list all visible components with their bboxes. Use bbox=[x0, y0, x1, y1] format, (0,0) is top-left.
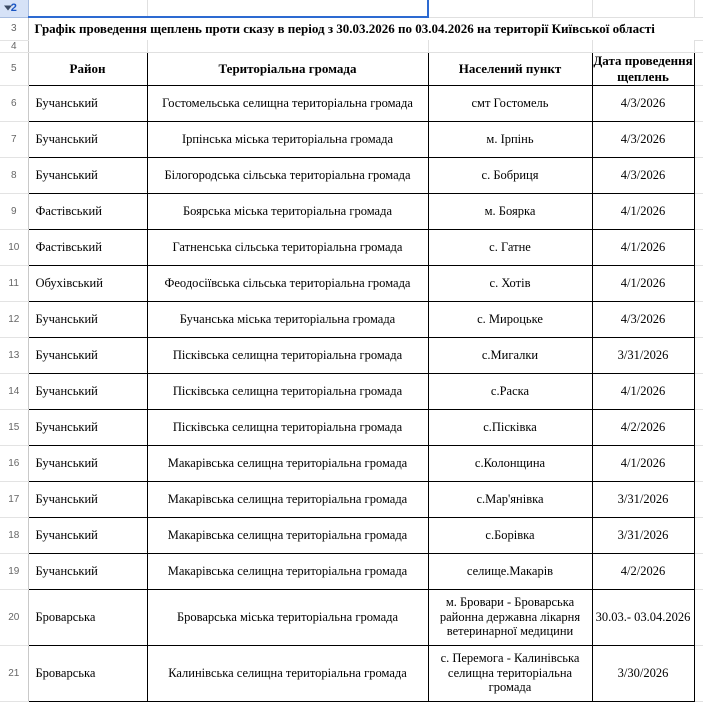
cell-f21[interactable] bbox=[694, 645, 703, 701]
cell-hromada[interactable]: Гатненська сільська територіальна громада bbox=[147, 229, 428, 265]
cell-settlement[interactable]: м. Бровари - Броварська районна державна лікарня ветеринарної медицини bbox=[428, 589, 592, 645]
sheet-row-3[interactable] bbox=[0, 17, 703, 40]
row-number-label: 21 bbox=[8, 667, 20, 679]
row-number-label: 7 bbox=[10, 133, 17, 145]
table-row[interactable] bbox=[0, 589, 703, 645]
row-header-16[interactable] bbox=[0, 445, 28, 481]
cell-district[interactable]: Бучанський bbox=[28, 301, 147, 337]
row-number-label: 5 bbox=[10, 63, 17, 74]
table-row[interactable] bbox=[0, 85, 703, 121]
cell-settlement[interactable]: с.Пісківка bbox=[428, 409, 592, 445]
cell-hromada[interactable]: Гостомельська селищна територіальна громада bbox=[147, 85, 428, 121]
cell-settlement[interactable]: смт Гостомель bbox=[428, 85, 592, 121]
cell-settlement[interactable]: селище.Макарів bbox=[428, 553, 592, 589]
column-header-settlement: Населений пункт bbox=[428, 52, 592, 85]
cell-date[interactable]: 4/2/2026 bbox=[592, 553, 694, 589]
table-row[interactable] bbox=[0, 445, 703, 481]
cell-f11[interactable] bbox=[694, 265, 703, 301]
cell-f6[interactable] bbox=[694, 85, 703, 121]
row-number-label: 15 bbox=[8, 421, 20, 433]
row-header-14[interactable] bbox=[0, 373, 28, 409]
cell-hromada[interactable]: Ірпінська міська територіальна громада bbox=[147, 121, 428, 157]
row-header-9[interactable] bbox=[0, 193, 28, 229]
row-header-21[interactable] bbox=[0, 645, 28, 701]
cell-settlement[interactable]: с.Мар'янівка bbox=[428, 481, 592, 517]
cell-district[interactable]: Бучанський bbox=[28, 409, 147, 445]
cell-f16[interactable] bbox=[694, 445, 703, 481]
cell-f8[interactable] bbox=[694, 157, 703, 193]
cell-date[interactable]: 3/31/2026 bbox=[592, 481, 694, 517]
cell-date[interactable]: 4/3/2026 bbox=[592, 301, 694, 337]
cell-hromada[interactable]: Пісківська селищна територіальна громада bbox=[147, 409, 428, 445]
cell-hromada[interactable]: Бучанська міська територіальна громада bbox=[147, 301, 428, 337]
cell-f2[interactable] bbox=[694, 0, 703, 17]
row-header-11[interactable] bbox=[0, 265, 28, 301]
row-header-7[interactable] bbox=[0, 121, 28, 157]
cell-f12[interactable] bbox=[694, 301, 703, 337]
row-number-label: 9 bbox=[10, 205, 17, 217]
cell-date[interactable]: 4/3/2026 bbox=[592, 85, 694, 121]
cell-settlement[interactable]: м. Ірпінь bbox=[428, 121, 592, 157]
cell-date[interactable]: 3/31/2026 bbox=[592, 517, 694, 553]
cell-district[interactable]: Бучанський bbox=[28, 337, 147, 373]
row-header-10[interactable] bbox=[0, 229, 28, 265]
cell-district[interactable]: Фастівський bbox=[28, 229, 147, 265]
row-header-3[interactable] bbox=[0, 17, 28, 40]
cell-f14[interactable] bbox=[694, 373, 703, 409]
table-row[interactable] bbox=[0, 229, 703, 265]
cell-hromada[interactable]: Пісківська селищна територіальна громада bbox=[147, 337, 428, 373]
table-row[interactable] bbox=[0, 265, 703, 301]
cell-d2[interactable] bbox=[428, 0, 592, 17]
table-row[interactable] bbox=[0, 409, 703, 445]
cell-settlement[interactable]: с. Бобриця bbox=[428, 157, 592, 193]
row-header-20[interactable] bbox=[0, 589, 28, 645]
cell-date[interactable]: 4/2/2026 bbox=[592, 409, 694, 445]
row-number-label: 6 bbox=[10, 97, 17, 109]
row-header-5[interactable] bbox=[0, 52, 28, 85]
cell-district[interactable]: Броварська bbox=[28, 645, 147, 701]
cell-f5[interactable] bbox=[694, 52, 703, 85]
cell-b4[interactable] bbox=[28, 40, 147, 52]
cell-date[interactable]: 4/1/2026 bbox=[592, 193, 694, 229]
row-number-label: 20 bbox=[8, 611, 20, 623]
cell-date[interactable]: 4/1/2026 bbox=[592, 373, 694, 409]
cell-settlement[interactable]: с.Мигалки bbox=[428, 337, 592, 373]
cell-hromada[interactable]: Калинівська селищна територіальна громада bbox=[147, 645, 428, 701]
cell-settlement[interactable]: с.Колонщина bbox=[428, 445, 592, 481]
table-row[interactable] bbox=[0, 645, 703, 701]
cell-e2[interactable] bbox=[592, 0, 694, 17]
cell-settlement[interactable]: с. Мироцьке bbox=[428, 301, 592, 337]
cell-district[interactable]: Бучанський bbox=[28, 157, 147, 193]
sheet-row-5[interactable] bbox=[0, 52, 703, 85]
column-header-hromada: Територіальна громада bbox=[147, 52, 428, 85]
cell-district[interactable]: Бучанський bbox=[28, 445, 147, 481]
cell-hromada[interactable]: Пісківська селищна територіальна громада bbox=[147, 373, 428, 409]
cell-district[interactable]: Бучанський bbox=[28, 121, 147, 157]
sheet-row-4[interactable] bbox=[0, 40, 703, 52]
table-row[interactable] bbox=[0, 193, 703, 229]
cell-date[interactable]: 4/1/2026 bbox=[592, 445, 694, 481]
row-header-2[interactable] bbox=[0, 0, 28, 17]
cell-date[interactable]: 3/30/2026 bbox=[592, 645, 694, 701]
cell-f19[interactable] bbox=[694, 553, 703, 589]
cell-f9[interactable] bbox=[694, 193, 703, 229]
row-number-label: 13 bbox=[8, 349, 20, 361]
row-number-label: 14 bbox=[8, 385, 20, 397]
row-header-19[interactable] bbox=[0, 553, 28, 589]
row-number-label: 3 bbox=[10, 23, 17, 34]
table-row[interactable] bbox=[0, 481, 703, 517]
row-header-8[interactable] bbox=[0, 157, 28, 193]
cell-district[interactable]: Обухівський bbox=[28, 265, 147, 301]
row-number-label: 10 bbox=[8, 241, 20, 253]
row-number-label: 4 bbox=[10, 40, 17, 52]
cell-settlement[interactable]: с. Перемога - Калинівська селищна територіальна громада bbox=[428, 645, 592, 701]
report-title: Графік проведення щеплень проти сказу в період з 30.03.2026 по 03.04.2026 на території Київської області bbox=[28, 17, 694, 40]
row-header-13[interactable] bbox=[0, 337, 28, 373]
table-row[interactable] bbox=[0, 553, 703, 589]
table-row[interactable] bbox=[0, 157, 703, 193]
cell-settlement[interactable]: с.Раска bbox=[428, 373, 592, 409]
cell-date[interactable]: 3/31/2026 bbox=[592, 337, 694, 373]
cell-settlement[interactable]: м. Боярка bbox=[428, 193, 592, 229]
row-number-label: 16 bbox=[8, 457, 20, 469]
cell-hromada[interactable]: Макарівська селищна територіальна громада bbox=[147, 553, 428, 589]
cell-d4[interactable] bbox=[428, 40, 592, 52]
cell-district[interactable]: Бучанський bbox=[28, 481, 147, 517]
column-header-date: Дата проведення щеплень bbox=[593, 53, 693, 84]
row-number-label: 8 bbox=[10, 169, 17, 181]
cell-settlement[interactable]: с. Гатне bbox=[428, 229, 592, 265]
row-number-label: 19 bbox=[8, 565, 20, 577]
cell-hromada[interactable]: Макарівська селищна територіальна громада bbox=[147, 445, 428, 481]
row-header-4[interactable] bbox=[0, 40, 28, 52]
cell-f18[interactable] bbox=[694, 517, 703, 553]
cell-date[interactable]: 4/1/2026 bbox=[592, 265, 694, 301]
row-number-label: 17 bbox=[8, 493, 20, 505]
cell-hromada[interactable]: Макарівська селищна територіальна громада bbox=[147, 481, 428, 517]
row-number-label: 18 bbox=[8, 529, 20, 541]
table-row[interactable] bbox=[0, 517, 703, 553]
row-number-label: 2 bbox=[10, 2, 17, 15]
table-row[interactable] bbox=[0, 301, 703, 337]
cell-hromada[interactable]: Броварська міська територіальна громада bbox=[147, 589, 428, 645]
table-row[interactable] bbox=[0, 337, 703, 373]
cell-f3[interactable] bbox=[694, 17, 703, 40]
cell-district[interactable]: Бучанський bbox=[28, 373, 147, 409]
cell-date[interactable]: 30.03.- 03.04.2026 bbox=[592, 589, 694, 645]
cell-district[interactable]: Броварська bbox=[28, 589, 147, 645]
cell-f10[interactable] bbox=[694, 229, 703, 265]
cell-f15[interactable] bbox=[694, 409, 703, 445]
row-header-12[interactable] bbox=[0, 301, 28, 337]
cell-e4[interactable] bbox=[592, 40, 694, 52]
cell-f7[interactable] bbox=[694, 121, 703, 157]
cell-district[interactable]: Бучанський bbox=[28, 517, 147, 553]
cell-c2[interactable] bbox=[147, 0, 428, 17]
cell-settlement[interactable]: с. Хотів bbox=[428, 265, 592, 301]
row-number-label: 12 bbox=[8, 313, 20, 325]
cell-f20[interactable] bbox=[694, 589, 703, 645]
table-row[interactable] bbox=[0, 121, 703, 157]
cell-hromada[interactable]: Макарівська селищна територіальна громада bbox=[147, 517, 428, 553]
row-header-15[interactable] bbox=[0, 409, 28, 445]
cell-hromada[interactable]: Феодосіївська сільська територіальна громада bbox=[147, 265, 428, 301]
row-header-6[interactable] bbox=[0, 85, 28, 121]
cell-f17[interactable] bbox=[694, 481, 703, 517]
dropdown-triangle-icon[interactable] bbox=[4, 6, 12, 11]
cell-c4[interactable] bbox=[147, 40, 428, 52]
cell-date[interactable]: 4/3/2026 bbox=[592, 121, 694, 157]
cell-hromada[interactable]: Боярська міська територіальна громада bbox=[147, 193, 428, 229]
cell-district[interactable]: Фастівський bbox=[28, 193, 147, 229]
row-header-18[interactable] bbox=[0, 517, 28, 553]
row-header-17[interactable] bbox=[0, 481, 28, 517]
cell-date[interactable]: 4/1/2026 bbox=[592, 229, 694, 265]
column-header-district: Район bbox=[28, 52, 147, 85]
cell-f4[interactable] bbox=[694, 40, 703, 52]
sheet-row-2[interactable] bbox=[0, 0, 703, 17]
cell-date[interactable]: 4/3/2026 bbox=[592, 157, 694, 193]
row-number-label: 11 bbox=[8, 277, 19, 289]
cell-settlement[interactable]: с.Борівка bbox=[428, 517, 592, 553]
cell-f13[interactable] bbox=[694, 337, 703, 373]
cell-district[interactable]: Бучанський bbox=[28, 85, 147, 121]
cell-district[interactable]: Бучанський bbox=[28, 553, 147, 589]
cell-hromada[interactable]: Білогородська сільська територіальна громада bbox=[147, 157, 428, 193]
cell-b2[interactable] bbox=[28, 0, 147, 17]
table-row[interactable] bbox=[0, 373, 703, 409]
